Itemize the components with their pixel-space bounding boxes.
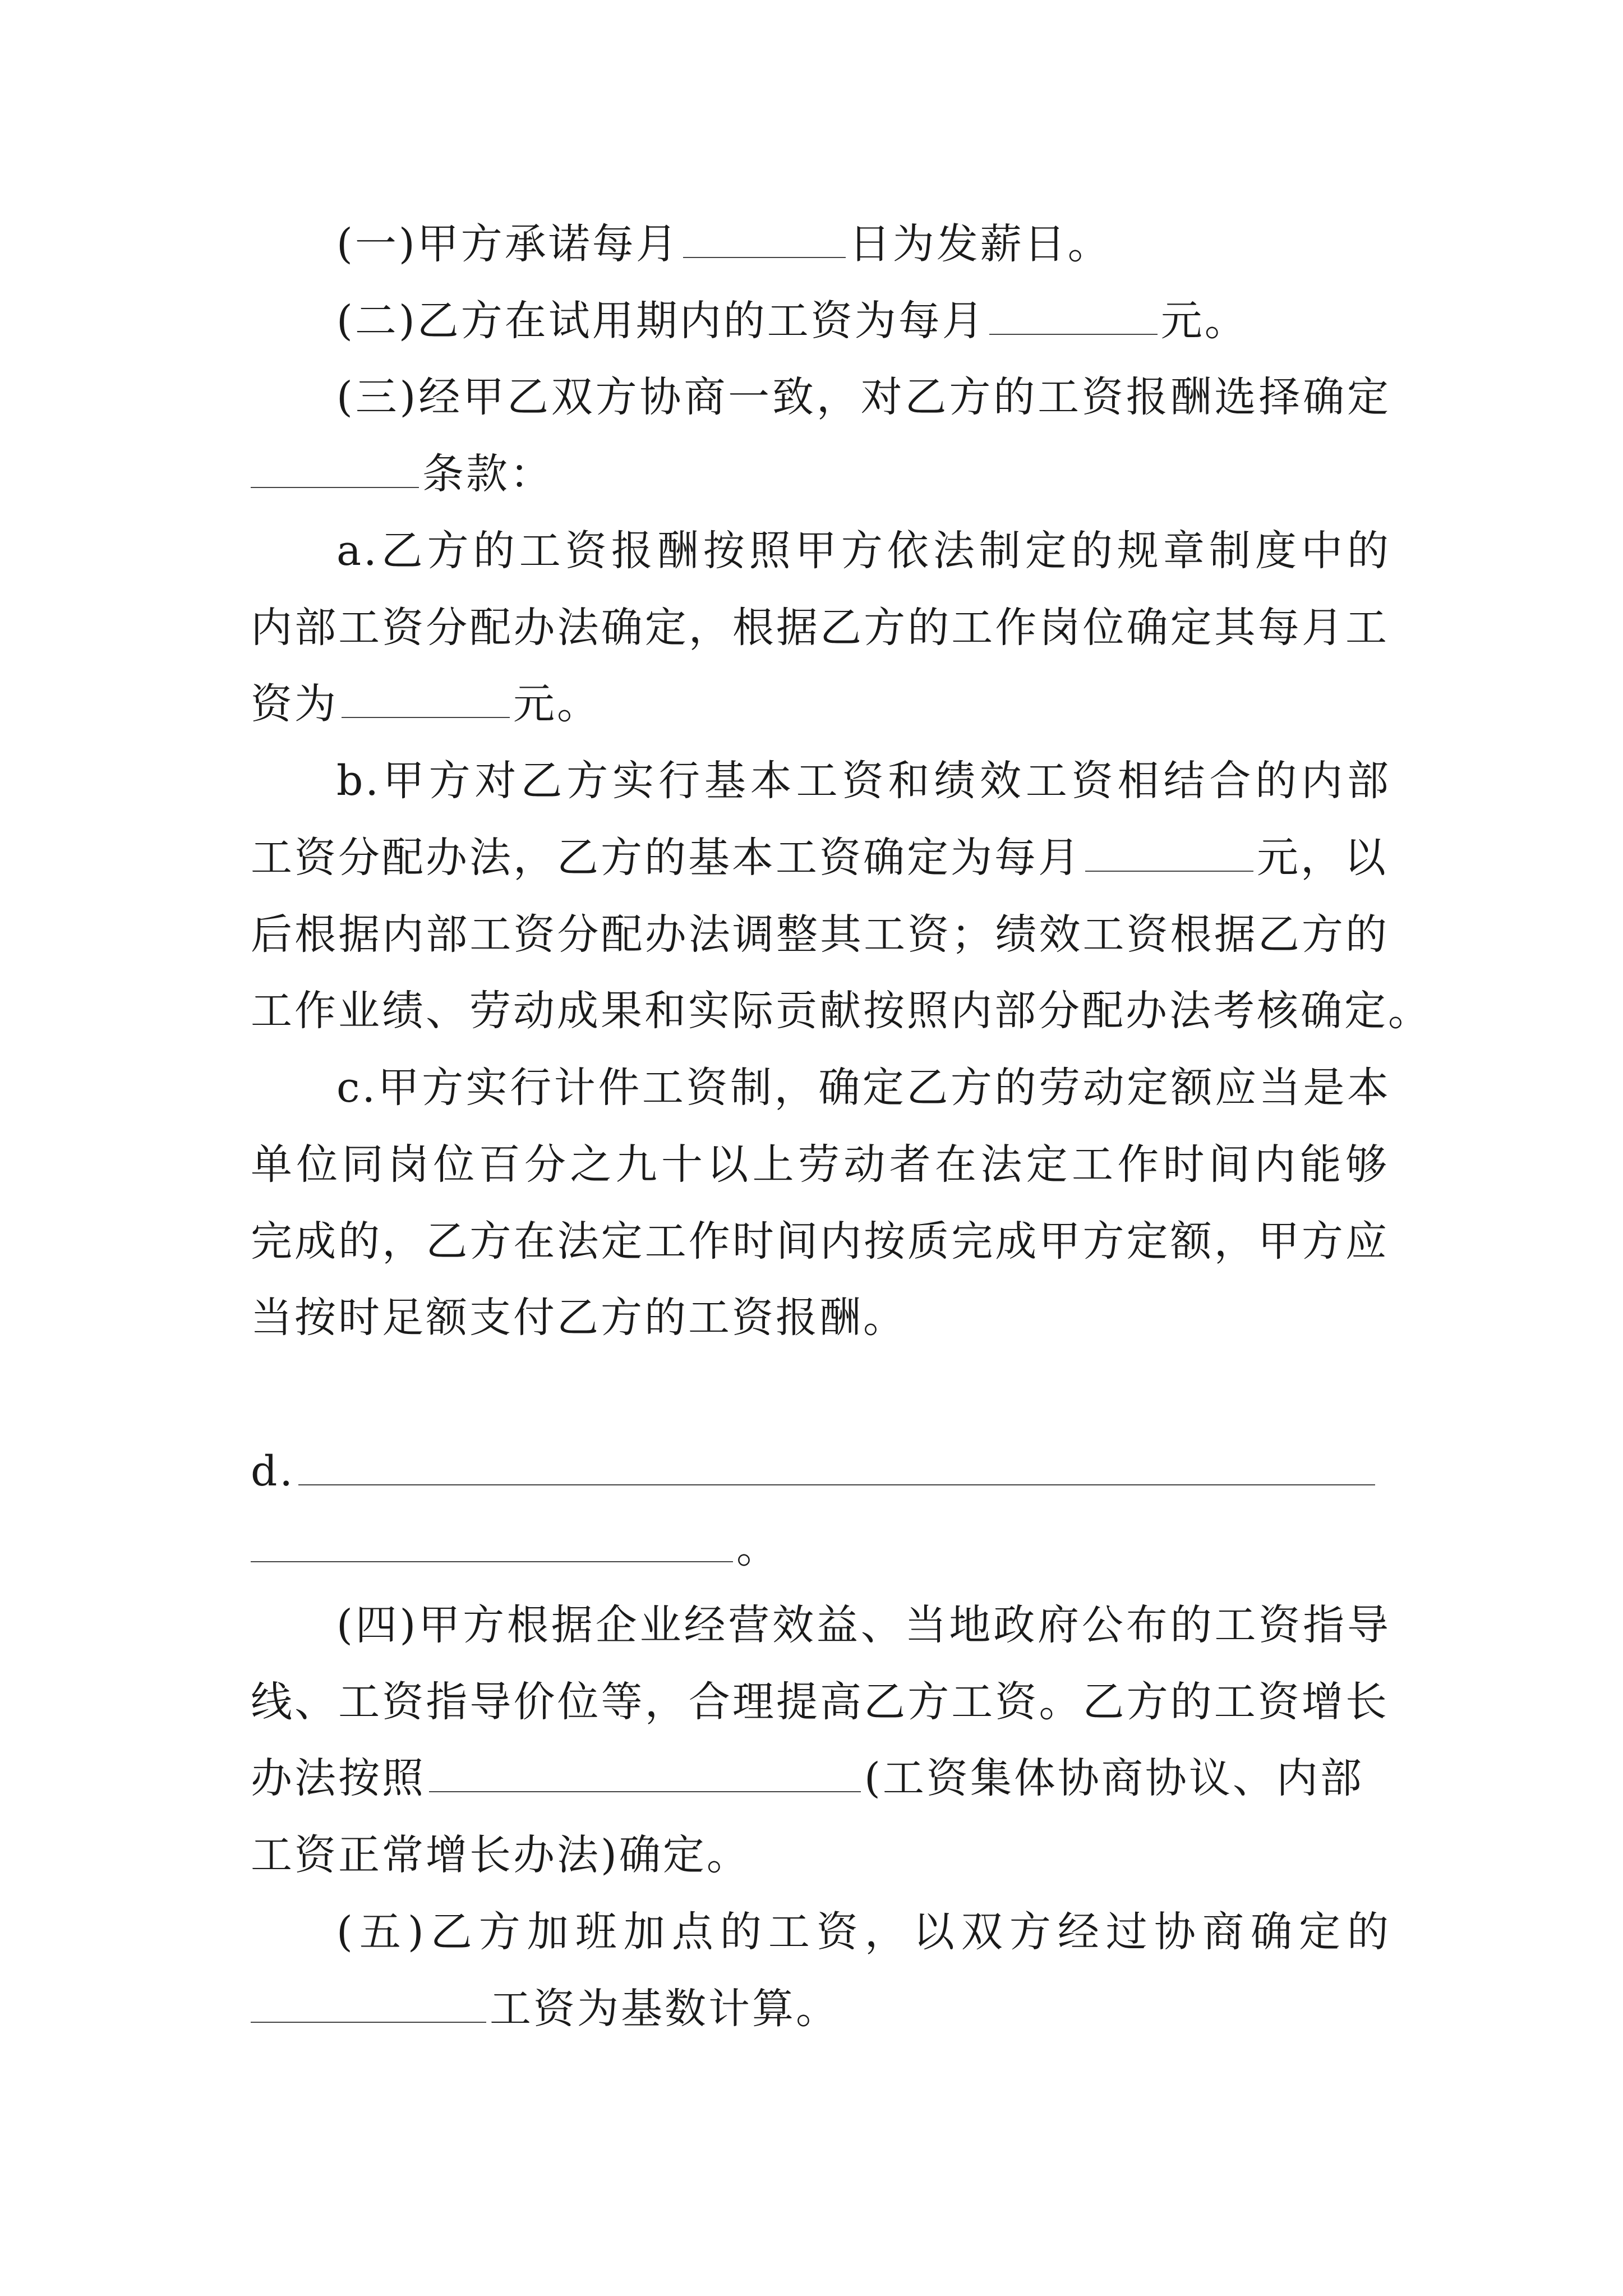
option-d-line-2	[251, 1520, 1389, 1576]
clause-4-line-4: 工资正常增长办法)确定。	[251, 1831, 750, 1879]
option-a-text: 资为	[251, 680, 338, 728]
overtime-base-blank	[251, 1982, 486, 2023]
option-a-line-2: 内部工资分配办法确定，根据乙方的工作岗位确定其每月工	[251, 604, 1389, 652]
option-c-line-4: 当按时足额支付乙方的工资报酬。	[251, 1294, 907, 1342]
clause-1-text-end: 日为发薪日。	[849, 220, 1112, 268]
clause-3-line-2	[251, 446, 1389, 502]
clause-4-text-mid: (工资集体协商协议、内部	[864, 1754, 1364, 1802]
clause-1	[336, 216, 1475, 272]
clause-3-text-end: 条款：	[422, 450, 554, 498]
option-c-line-1: c.甲方实行计件工资制，确定乙方的劳动定额应当是本	[336, 1064, 1391, 1112]
base-salary-blank	[1085, 831, 1253, 872]
raise-method-blank	[429, 1752, 861, 1792]
clause-choice-blank	[251, 448, 419, 488]
option-d-blank-2	[251, 1522, 733, 1562]
clause-4-text: 办法按照	[251, 1754, 426, 1802]
option-b-line-2	[251, 830, 1389, 886]
option-a-line-1: a.乙方的工资报酬按照甲方依法制定的规章制度中的	[336, 527, 1391, 575]
clause-5-line-1: (五)乙方加班加点的工资，以双方经过协商确定的	[336, 1908, 1391, 1956]
pay-day-blank	[683, 218, 846, 258]
clause-1-text: (一)甲方承诺每月	[336, 220, 680, 268]
clause-2	[336, 293, 1475, 349]
option-b-line-4: 工作业绩、劳动成果和实际贡献按照内部分配办法考核确定。	[251, 987, 1432, 1035]
option-b-text: 工资分配办法，乙方的基本工资确定为每月	[251, 834, 1082, 882]
option-d-blank-1	[298, 1445, 1375, 1485]
option-c-line-3: 完成的，乙方在法定工作时间内按质完成甲方定额，甲方应	[251, 1217, 1389, 1266]
clause-5-text-end: 工资为基数计算。	[490, 1985, 840, 2033]
option-c-line-2: 单位同岗位百分之九十以上劳动者在法定工作时间内能够	[251, 1140, 1389, 1189]
clause-2-text-end: 元。	[1160, 297, 1248, 345]
clause-4-line-2: 线、工资指导价位等，合理提高乙方工资。乙方的工资增长	[251, 1678, 1389, 1726]
clause-4-line-3	[251, 1750, 1389, 1806]
option-b-text-end: 元，以	[1257, 834, 1388, 882]
option-d-text-end: 。	[736, 1524, 780, 1572]
option-a-line-3	[251, 676, 1389, 732]
option-d-line-1	[251, 1443, 1389, 1499]
clause-2-text: (二)乙方在试用期内的工资为每月	[336, 297, 986, 345]
option-d-label: d.	[251, 1447, 295, 1496]
clause-4-line-1: (四)甲方根据企业经营效益、当地政府公布的工资指导	[336, 1601, 1391, 1649]
option-b-line-1: b.甲方对乙方实行基本工资和绩效工资相结合的内部	[336, 757, 1391, 805]
monthly-salary-blank	[342, 678, 510, 718]
clause-3-line-1: (三)经甲乙双方协商一致，对乙方的工资报酬选择确定	[336, 373, 1391, 421]
probation-salary-blank	[989, 295, 1158, 335]
option-b-line-3: 后根据内部工资分配办法调整其工资；绩效工资根据乙方的	[251, 910, 1389, 959]
clause-5-line-2	[251, 1981, 1389, 2037]
option-a-text-end: 元。	[513, 680, 601, 728]
